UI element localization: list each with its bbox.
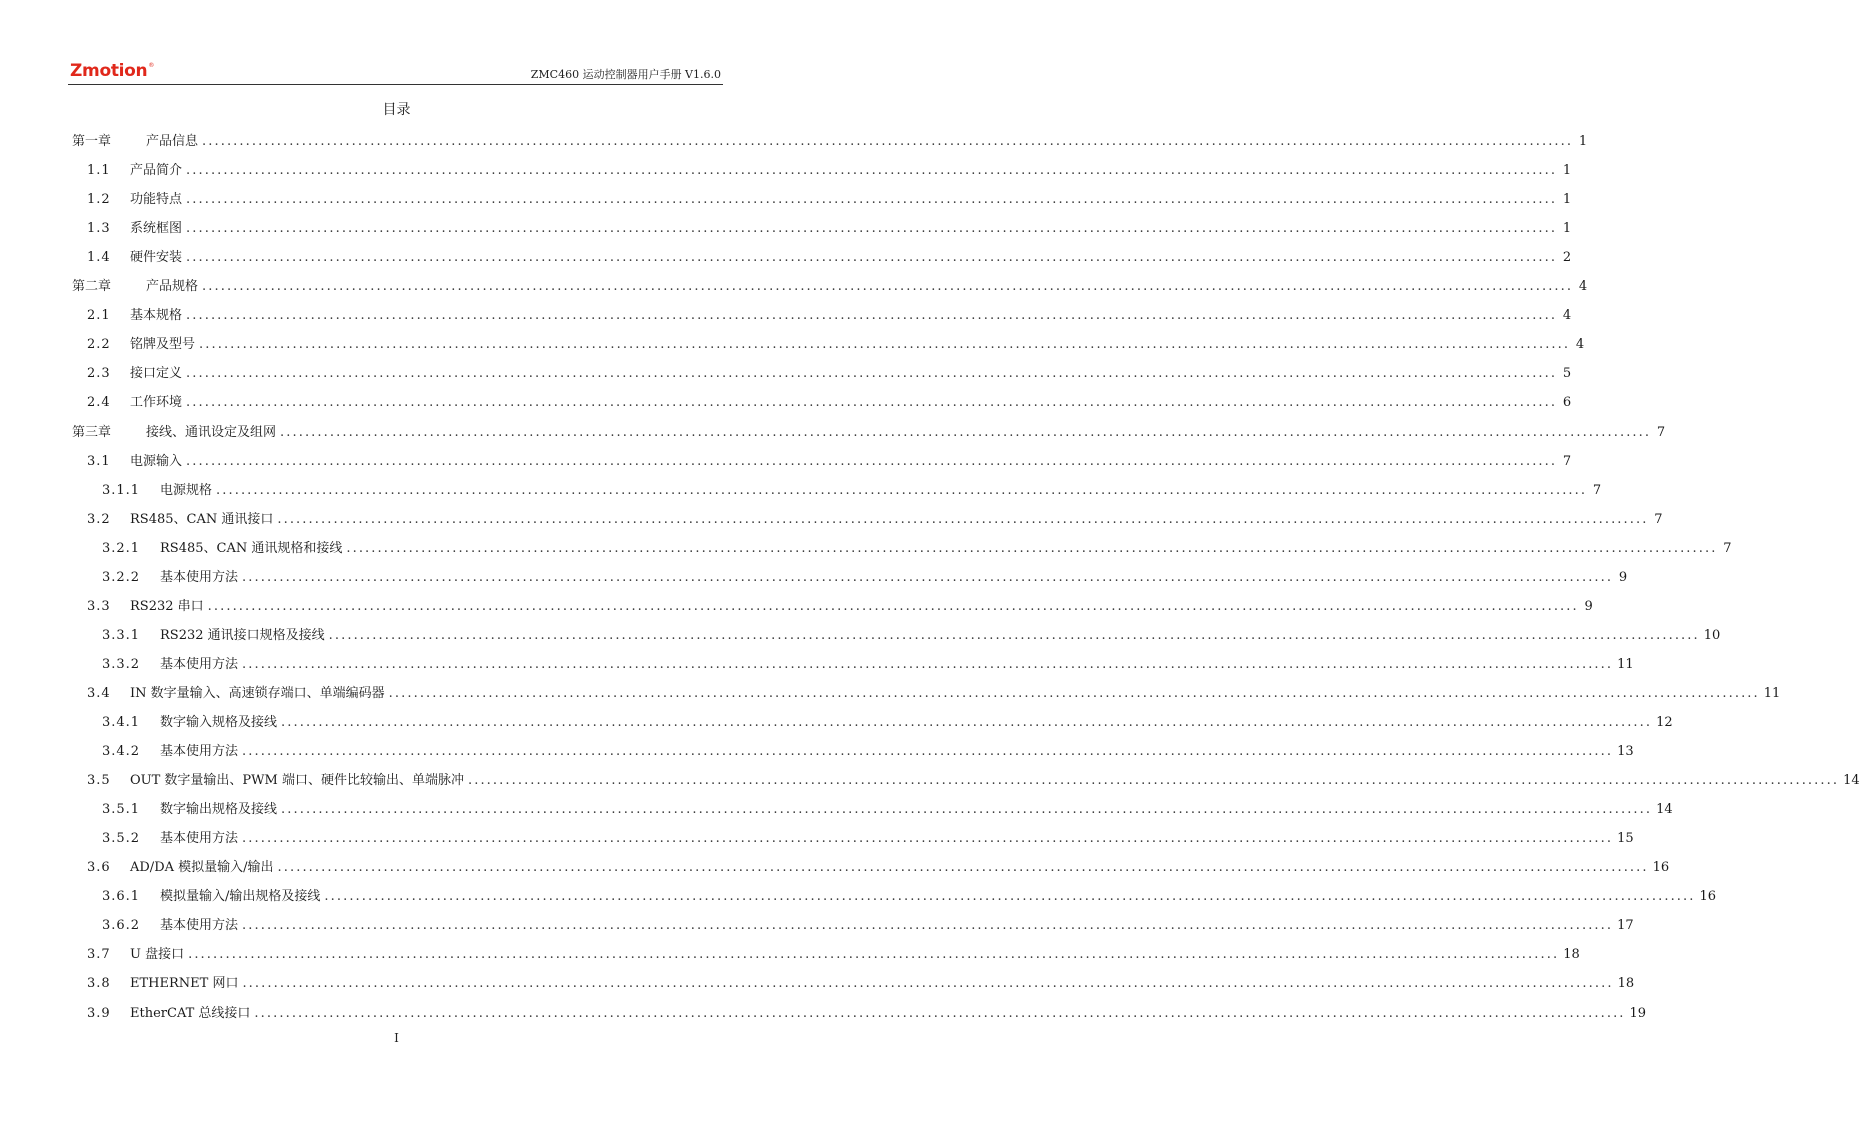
toc-entry-title: RS485、CAN 通讯接口: [130, 511, 274, 527]
dot-leader: ............................................................................................................................................................................................................................: [242, 831, 1614, 847]
toc-entry[interactable]: [87, 682, 1781, 702]
toc-entry-title: 基本规格: [130, 308, 183, 324]
toc-entry[interactable]: [87, 943, 1580, 963]
dot-leader: ............................................................................................................................................................................................................................: [216, 482, 1588, 498]
toc-title: 目录: [382, 102, 411, 118]
dot-leader: ............................................................................................................................................................................................................................: [186, 395, 1558, 411]
toc-entry[interactable]: [87, 304, 1572, 324]
toc-entry-number: 3.3.1: [102, 627, 141, 643]
toc-entry-number: 3.5.2: [102, 831, 141, 847]
toc-entry-page: 2: [1562, 250, 1572, 266]
toc-entry-page: 7: [1654, 511, 1663, 527]
toc-entry-page: 4: [1578, 279, 1588, 295]
dot-leader: ............................................................................................................................................................................................................................: [277, 511, 1649, 527]
toc-entry[interactable]: [102, 479, 1602, 499]
toc-entry[interactable]: [87, 362, 1572, 382]
toc-entry[interactable]: [87, 159, 1572, 179]
toc-entry[interactable]: [102, 914, 1634, 934]
page-header: [68, 58, 723, 85]
dot-leader: ............................................................................................................................................................................................................................: [186, 453, 1558, 469]
dot-leader: ............................................................................................................................................................................................................................: [186, 221, 1558, 237]
toc-entry-number: 3.2: [87, 511, 111, 527]
toc-entry-title: RS232 串口: [130, 598, 204, 614]
toc-entry-title: 系统框图: [130, 221, 183, 237]
toc-entry[interactable]: [87, 391, 1572, 411]
dot-leader: ............................................................................................................................................................................................................................: [202, 134, 1574, 149]
dot-leader: ............................................................................................................................................................................................................................: [281, 715, 1653, 730]
toc-entry-title: 基本使用方法: [160, 918, 239, 934]
toc-entry-number: 3.5.1: [102, 802, 141, 818]
toc-entry-page: 9: [1618, 569, 1628, 585]
toc-entry[interactable]: [87, 595, 1593, 615]
toc-entry-page: 4: [1562, 308, 1572, 324]
dot-leader: ............................................................................................................................................................................................................................: [186, 366, 1558, 382]
toc-entry-number: 第二章: [72, 279, 112, 295]
toc-entry[interactable]: [72, 275, 1588, 295]
toc-entry-title: 基本使用方法: [160, 656, 239, 672]
toc-entry-page: 10: [1703, 627, 1721, 643]
dot-leader: ............................................................................................................................................................................................................................: [242, 744, 1614, 760]
toc-entry-page: 4: [1575, 337, 1585, 353]
dot-leader: ............................................................................................................................................................................................................................: [242, 656, 1614, 672]
toc-entry[interactable]: [102, 711, 1673, 731]
toc-entry-page: 7: [1562, 453, 1572, 469]
dot-leader: ............................................................................................................................................................................................................................: [277, 860, 1649, 876]
toc-entry[interactable]: [102, 566, 1628, 586]
toc-entry-title: 数字输入规格及接线: [160, 715, 278, 730]
manual-title: ZMC460 运动控制器用户手册 V1.6.0: [530, 68, 721, 81]
toc-entry[interactable]: [87, 450, 1572, 470]
toc-entry-title: 数字输出规格及接线: [160, 802, 278, 818]
toc-entry-number: 3.7: [87, 947, 111, 963]
toc-entry-title: EtherCAT 总线接口: [130, 1005, 251, 1021]
toc-entry[interactable]: [102, 885, 1717, 905]
toc-entry[interactable]: [87, 246, 1572, 266]
dot-leader: ............................................................................................................................................................................................................................: [186, 192, 1558, 208]
toc-entry-page: 15: [1617, 831, 1634, 847]
toc-entry[interactable]: [102, 827, 1634, 847]
toc-entry[interactable]: [87, 333, 1585, 353]
toc-entry-title: U 盘接口: [130, 947, 185, 963]
toc-entry-page: 1: [1562, 163, 1572, 179]
toc-entry-title: RS232 通讯接口规格及接线: [160, 627, 325, 643]
toc-entry-number: 3.1: [87, 453, 111, 469]
toc-entry-page: 6: [1562, 395, 1572, 411]
dot-leader: ............................................................................................................................................................................................................................: [280, 424, 1652, 440]
dot-leader: ............................................................................................................................................................................................................................: [242, 918, 1614, 934]
toc-entry-number: 3.6.1: [102, 889, 141, 905]
dot-leader: ............................................................................................................................................................................................................................: [186, 250, 1558, 266]
toc-entry-title: 基本使用方法: [160, 831, 239, 847]
toc-entry-number: 2.3: [87, 366, 111, 382]
dot-leader: ............................................................................................................................................................................................................................: [242, 569, 1614, 585]
toc-entry-number: 1.1: [87, 163, 111, 179]
dot-leader: ............................................................................................................................................................................................................................: [346, 540, 1718, 556]
toc-entry[interactable]: [87, 856, 1670, 876]
toc-entry-number: 3.5: [87, 773, 111, 789]
toc-entry-title: 铭牌及型号: [130, 337, 196, 353]
toc-entry[interactable]: [102, 740, 1634, 760]
page-number: I: [394, 1031, 399, 1045]
toc-entry-number: 3.6.2: [102, 918, 141, 934]
toc-entry[interactable]: [87, 508, 1663, 528]
toc-entry[interactable]: [72, 421, 1666, 441]
toc-entry-number: 3.4.1: [102, 715, 141, 730]
dot-leader: ............................................................................................................................................................................................................................: [324, 889, 1696, 905]
toc-entry-number: 3.4: [87, 685, 111, 701]
toc-entry-title: AD/DA 模拟量输入/输出: [130, 860, 274, 876]
toc-entry-number: 3.3.2: [102, 656, 141, 672]
toc-entry-page: 16: [1699, 889, 1717, 905]
toc-entry-title: 模拟量输入/输出规格及接线: [160, 889, 321, 905]
toc-entry-title: 硬件安装: [130, 250, 183, 266]
toc-entry-title: 电源规格: [160, 482, 213, 498]
toc-entry-number: 第三章: [72, 424, 112, 440]
toc-entry-title: 电源输入: [130, 453, 183, 469]
toc-entry-page: 14: [1843, 773, 1860, 789]
toc-entry-number: 3.2.1: [102, 540, 141, 556]
toc-entry-page: 13: [1617, 744, 1634, 760]
toc-entry-number: 3.8: [87, 976, 111, 992]
toc-entry-page: 9: [1584, 598, 1593, 614]
toc-entry-page: 7: [1656, 424, 1666, 440]
toc-entry-number: 3.6: [87, 860, 111, 876]
toc-entry-page: 16: [1652, 860, 1670, 876]
dot-leader: ............................................................................................................................................................................................................................: [254, 1005, 1626, 1021]
toc-entry-number: 第一章: [72, 134, 112, 149]
toc-entry-title: 产品信息: [146, 134, 199, 149]
toc-entry[interactable]: [87, 972, 1635, 992]
toc-entry-number: 3.1.1: [102, 482, 141, 498]
toc-entry-number: 3.4.2: [102, 744, 141, 760]
toc-entry-title: 功能特点: [130, 192, 183, 208]
dot-leader: ............................................................................................................................................................................................................................: [186, 163, 1558, 179]
toc-entry-page: 14: [1656, 802, 1673, 818]
dot-leader: ............................................................................................................................................................................................................................: [328, 627, 1700, 643]
toc-entry-title: 产品简介: [130, 163, 183, 179]
toc-entry[interactable]: [72, 130, 1588, 150]
toc-entry-number: 3.2.2: [102, 569, 141, 585]
dot-leader: ............................................................................................................................................................................................................................: [186, 308, 1558, 324]
toc-entry-title: ETHERNET 网口: [130, 976, 239, 992]
toc-entry-number: 3.3: [87, 598, 111, 614]
toc-entry-title: 工作环境: [130, 395, 183, 411]
toc-entry[interactable]: [87, 217, 1572, 237]
toc-entry-page: 11: [1617, 656, 1634, 672]
toc-entry[interactable]: [102, 798, 1673, 818]
toc-entry-page: 1: [1562, 192, 1572, 208]
toc-entry[interactable]: [87, 769, 1860, 789]
toc-entry-page: 17: [1617, 918, 1634, 934]
dot-leader: ............................................................................................................................................................................................................................: [281, 802, 1653, 818]
toc-entry-page: 1: [1562, 221, 1572, 237]
dot-leader: ............................................................................................................................................................................................................................: [388, 685, 1760, 701]
toc-entry-number: 3.9: [87, 1005, 111, 1021]
toc-entry[interactable]: [102, 624, 1721, 644]
toc-entry-title: OUT 数字量输出、PWM 端口、硬件比较输出、单端脉冲: [130, 773, 464, 789]
toc-entry-page: 11: [1763, 685, 1781, 701]
toc-entry-title: 产品规格: [146, 279, 199, 295]
toc-entry[interactable]: [87, 1002, 1647, 1022]
toc-entry-number: 1.3: [87, 221, 111, 237]
toc-entry-page: 7: [1723, 540, 1732, 556]
toc-entry-title: 基本使用方法: [160, 569, 239, 585]
toc-entry-page: 18: [1617, 976, 1635, 992]
dot-leader: ............................................................................................................................................................................................................................: [188, 947, 1560, 963]
toc-entry-title: RS485、CAN 通讯规格和接线: [160, 540, 343, 556]
toc-entry-page: 19: [1629, 1005, 1647, 1021]
dot-leader: ............................................................................................................................................................................................................................: [207, 598, 1579, 614]
toc-entry[interactable]: [102, 653, 1634, 673]
toc-entry[interactable]: [102, 537, 1732, 557]
zmotion-logo: [70, 61, 154, 81]
toc-entry-title: 接线、通讯设定及组网: [146, 424, 277, 440]
toc-entry-number: 2.1: [87, 308, 111, 324]
registered-mark: ®: [148, 62, 155, 69]
toc-entry-number: 2.4: [87, 395, 111, 411]
toc-entry-page: 12: [1656, 715, 1673, 730]
toc-entry-title: 接口定义: [130, 366, 183, 382]
toc-entry[interactable]: [87, 188, 1572, 208]
toc-entry-number: 1.2: [87, 192, 111, 208]
toc-entry-page: 7: [1592, 482, 1602, 498]
dot-leader: ............................................................................................................................................................................................................................: [202, 279, 1574, 295]
logo-text: Zmotion: [70, 61, 148, 81]
toc-entry-title: 基本使用方法: [160, 744, 239, 760]
dot-leader: ............................................................................................................................................................................................................................: [242, 976, 1614, 992]
toc-entry-page: 18: [1563, 947, 1580, 963]
dot-leader: ............................................................................................................................................................................................................................: [199, 337, 1571, 353]
toc-entry-number: 2.2: [87, 337, 111, 353]
dot-leader: ............................................................................................................................................................................................................................: [467, 773, 1840, 789]
toc-entry-number: 1.4: [87, 250, 111, 266]
toc-entry-page: 5: [1562, 366, 1572, 382]
toc-entry-title: IN 数字量输入、高速锁存端口、单端编码器: [130, 685, 385, 701]
toc-entry-page: 1: [1578, 134, 1588, 149]
